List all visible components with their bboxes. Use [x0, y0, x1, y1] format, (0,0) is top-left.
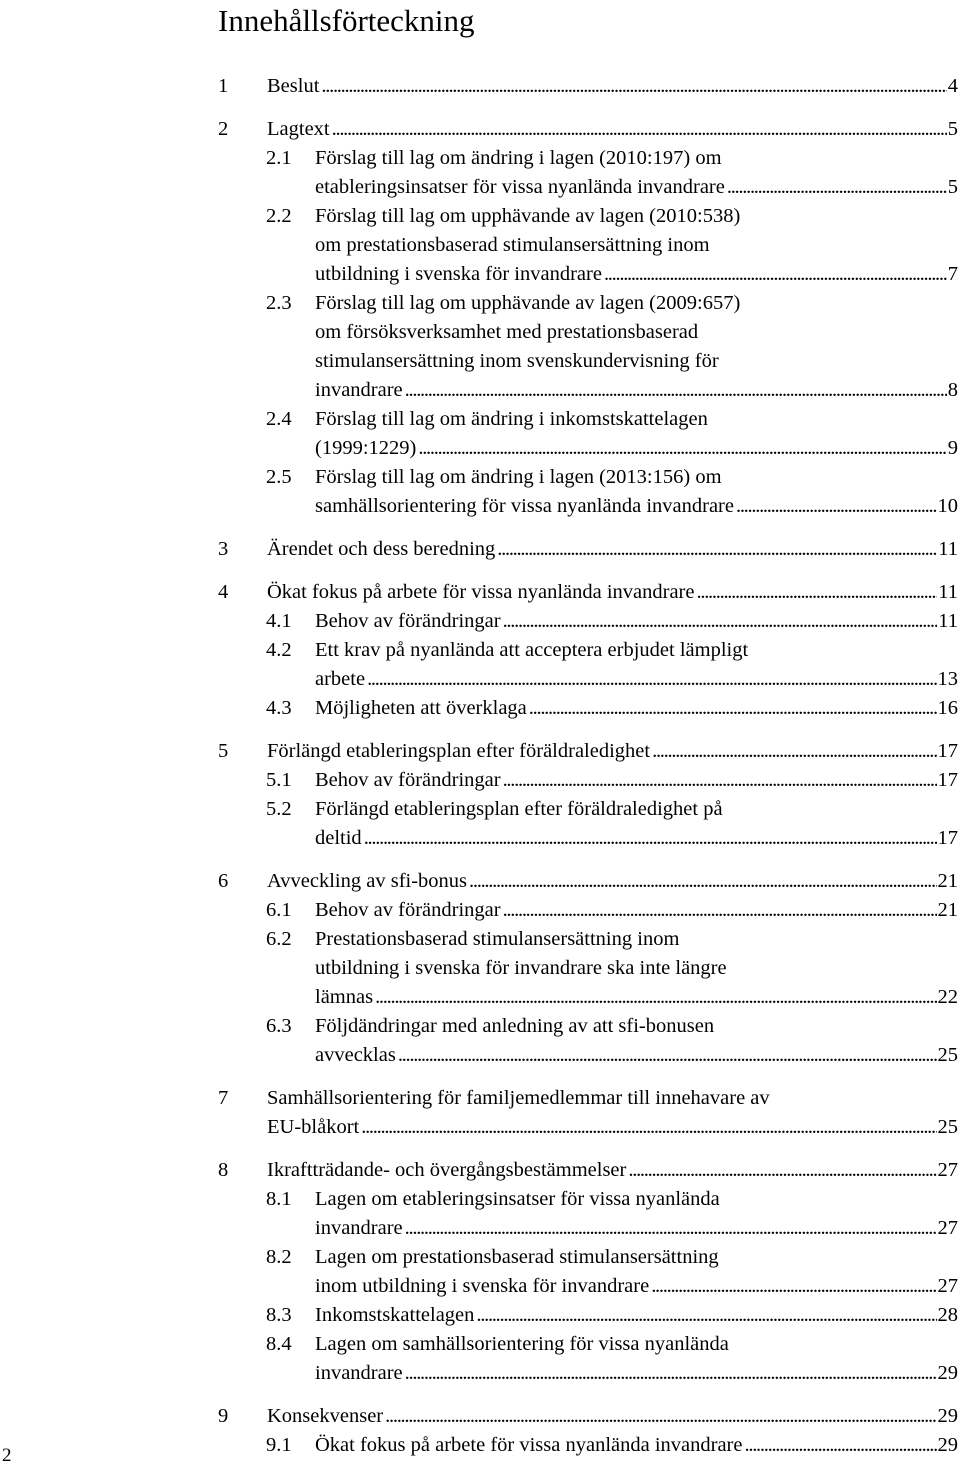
- toc-entry-number: 1: [218, 75, 229, 97]
- toc-entry-body: [315, 289, 958, 405]
- toc-dot-leader: [503, 607, 938, 636]
- toc-dot-leader: [497, 535, 937, 564]
- toc-entry-number: 4.2: [266, 639, 292, 661]
- toc-entry-title: Ikraftträdande- och övergångsbestämmelser: [267, 1159, 627, 1181]
- toc-entry-line: [315, 1012, 958, 1041]
- toc-entry-number: 2.2: [266, 205, 292, 227]
- toc-entry-title: Behov av förändringar: [315, 769, 501, 791]
- toc-entry-line: [315, 405, 958, 434]
- toc-entry[interactable]: [218, 115, 958, 144]
- toc-entry-page: 7: [947, 263, 958, 285]
- toc-dot-leader: [745, 1431, 937, 1460]
- toc-entry-title: Ökat fokus på arbete för vissa nyanlända invandrare: [315, 1434, 743, 1456]
- toc-entry-page: 21: [937, 870, 958, 892]
- toc-entry-title: Konsekvenser: [267, 1405, 384, 1427]
- toc-entry-page: 25: [937, 1116, 958, 1138]
- toc-dot-leader: [469, 867, 936, 896]
- toc-entry-page: 11: [938, 538, 958, 560]
- toc-entry-line: [267, 72, 958, 101]
- toc-entry-line: [315, 318, 958, 347]
- toc-entry-title: samhällsorientering för vissa nyanlända invandrare: [315, 495, 734, 517]
- toc-entry-line: [315, 636, 958, 665]
- toc-entry-body: [315, 694, 958, 723]
- toc-dot-leader: [398, 1041, 937, 1070]
- toc-entry-body: [315, 463, 958, 521]
- toc-entry-body: [315, 636, 958, 694]
- toc-entry-number: 6.2: [266, 928, 292, 950]
- toc-entry-title: om försöksverksamhet med prestationsbaserad: [315, 321, 699, 343]
- toc-entry[interactable]: [218, 578, 958, 607]
- toc-entry-title: arbete: [315, 668, 366, 690]
- toc-entry-line: [315, 983, 958, 1012]
- toc-entry-body: [315, 1301, 958, 1330]
- toc-entry-page: 13: [937, 668, 958, 690]
- toc-dot-leader: [361, 1113, 936, 1142]
- toc-entry-title: Prestationsbaserad stimulansersättning inom: [315, 928, 680, 950]
- toc-entry-page: 29: [937, 1405, 958, 1427]
- toc-dot-leader: [332, 115, 947, 144]
- toc-dot-leader: [364, 824, 937, 853]
- toc-entry-line: [315, 1359, 958, 1388]
- toc-entry-number: 5.2: [266, 798, 292, 820]
- toc-dot-leader: [405, 1359, 937, 1388]
- toc-entry-line: [315, 1301, 958, 1330]
- toc-entry-title: Förslag till lag om ändring i inkomstskattelagen: [315, 408, 708, 430]
- toc-entry-page: 27: [937, 1275, 958, 1297]
- toc-entry-line: [315, 376, 958, 405]
- toc-entry-page: 17: [937, 827, 958, 849]
- toc-entry-page: 5: [947, 176, 958, 198]
- toc-entry-title: utbildning i svenska för invandrare ska inte längre: [315, 957, 727, 979]
- toc-entry-line: [315, 492, 958, 521]
- toc-entry[interactable]: [218, 535, 958, 564]
- toc-entry[interactable]: [218, 1243, 958, 1301]
- toc-entry[interactable]: [218, 925, 958, 1012]
- toc-entry-number: 9.1: [266, 1434, 292, 1456]
- toc-entry-number: 6.1: [266, 899, 292, 921]
- toc-entry-title: Förlängd etableringsplan efter föräldraledighet: [267, 740, 651, 762]
- toc-entry[interactable]: [218, 1431, 958, 1460]
- toc-entry[interactable]: [218, 1402, 958, 1431]
- toc-entry-title: Ökat fokus på arbete för vissa nyanlända invandrare: [267, 581, 695, 603]
- toc-entry-page: 17: [937, 740, 958, 762]
- toc-entry-title: Möjligheten att överklaga: [315, 697, 527, 719]
- toc-entry[interactable]: [218, 144, 958, 202]
- toc-entry-body: [315, 202, 958, 289]
- toc-entry-line: [267, 115, 958, 144]
- toc-entry-line: [315, 173, 958, 202]
- toc-entry-title: Förslag till lag om upphävande av lagen (2010:538): [315, 205, 741, 227]
- toc-entry-line: [315, 954, 958, 983]
- toc-dot-leader: [418, 434, 946, 463]
- toc-entry-line: [315, 1431, 958, 1460]
- toc-entry[interactable]: [218, 1330, 958, 1388]
- toc-entry-title: Förlängd etableringsplan efter föräldraledighet på: [315, 798, 723, 820]
- toc-entry-number: 8.3: [266, 1304, 292, 1326]
- toc-entry-title: Förslag till lag om upphävande av lagen (2009:657): [315, 292, 741, 314]
- toc-entry-line: [315, 202, 958, 231]
- toc-entry-line: [267, 1084, 958, 1113]
- toc-entry-title: Lagen om samhällsorientering för vissa nyanlända: [315, 1333, 729, 1355]
- toc-entry-body: [267, 72, 958, 101]
- toc-entry-body: [315, 405, 958, 463]
- toc-entry[interactable]: [218, 1301, 958, 1330]
- toc-dot-leader: [529, 694, 937, 723]
- toc-entry-title: avvecklas: [315, 1044, 396, 1066]
- toc-entry-line: [315, 463, 958, 492]
- toc-entry-body: [315, 1185, 958, 1243]
- toc-entry-title: lämnas: [315, 986, 374, 1008]
- toc-entry-line: [267, 1402, 958, 1431]
- toc-entry-title: Beslut: [267, 75, 320, 97]
- toc-entry-title: (1999:1229): [315, 437, 417, 459]
- toc-entry-body: [267, 1084, 958, 1142]
- toc-dot-leader: [652, 737, 936, 766]
- toc-entry-title: Ett krav på nyanlända att acceptera erbjudet lämpligt: [315, 639, 749, 661]
- toc-entry-title: Avveckling av sfi-bonus: [267, 870, 468, 892]
- table-of-contents: [218, 72, 958, 1460]
- toc-entry[interactable]: [218, 1185, 958, 1243]
- toc-entry-body: [267, 1156, 958, 1185]
- toc-entry-line: [315, 1214, 958, 1243]
- toc-entry-body: [267, 867, 958, 896]
- toc-entry-title: Inkomstskattelagen: [315, 1304, 475, 1326]
- toc-entry-number: 2.1: [266, 147, 292, 169]
- toc-entry-page: 5: [947, 118, 958, 140]
- toc-entry-title: deltid: [315, 827, 362, 849]
- toc-entry-page: 8: [947, 379, 958, 401]
- toc-entry-title: invandrare: [315, 1362, 403, 1384]
- toc-entry-title: Ärendet och dess beredning: [267, 538, 496, 560]
- toc-entry-number: 8: [218, 1159, 229, 1181]
- toc-entry-page: 11: [938, 610, 958, 632]
- toc-entry-line: [315, 289, 958, 318]
- toc-entry-line: [315, 260, 958, 289]
- toc-dot-leader: [628, 1156, 936, 1185]
- toc-entry-number: 8.2: [266, 1246, 292, 1268]
- toc-entry[interactable]: [218, 405, 958, 463]
- toc-entry-page: 29: [937, 1362, 958, 1384]
- toc-entry-line: [315, 795, 958, 824]
- toc-entry-page: 16: [937, 697, 958, 719]
- toc-entry-line: [315, 607, 958, 636]
- toc-entry-line: [315, 766, 958, 795]
- toc-entry-line: [315, 824, 958, 853]
- toc-entry-number: 6.3: [266, 1015, 292, 1037]
- toc-entry-line: [315, 1330, 958, 1359]
- toc-entry-number: 4.3: [266, 697, 292, 719]
- toc-entry-line: [315, 1272, 958, 1301]
- toc-entry-page: 21: [937, 899, 958, 921]
- toc-title: Innehållsförteckning: [218, 3, 475, 38]
- toc-entry-line: [315, 1243, 958, 1272]
- toc-entry-page: 25: [937, 1044, 958, 1066]
- toc-entry-body: [315, 1012, 958, 1070]
- toc-entry[interactable]: [218, 766, 958, 795]
- toc-entry-number: 4.1: [266, 610, 292, 632]
- toc-entry-line: [315, 231, 958, 260]
- toc-dot-leader: [736, 492, 937, 521]
- toc-entry-page: 22: [937, 986, 958, 1008]
- toc-entry[interactable]: [218, 289, 958, 405]
- toc-dot-leader: [367, 665, 936, 694]
- toc-entry-number: 3: [218, 538, 229, 560]
- toc-entry-title: invandrare: [315, 379, 403, 401]
- toc-entry-page: 10: [937, 495, 958, 517]
- toc-entry[interactable]: [218, 795, 958, 853]
- toc-entry-number: 9: [218, 1405, 229, 1427]
- toc-entry[interactable]: [218, 1156, 958, 1185]
- toc-dot-leader: [604, 260, 947, 289]
- toc-dot-leader: [476, 1301, 936, 1330]
- toc-dot-leader: [405, 1214, 937, 1243]
- toc-entry[interactable]: [218, 867, 958, 896]
- toc-entry[interactable]: [218, 1012, 958, 1070]
- toc-entry[interactable]: [218, 202, 958, 289]
- toc-entry-body: [267, 535, 958, 564]
- toc-entry-number: 4: [218, 581, 229, 603]
- toc-entry-line: [315, 665, 958, 694]
- toc-entry-title: invandrare: [315, 1217, 403, 1239]
- toc-entry-line: [315, 694, 958, 723]
- toc-entry-title: Lagen om etableringsinsatser för vissa nyanlända: [315, 1188, 720, 1210]
- toc-entry-body: [315, 766, 958, 795]
- toc-entry-body: [315, 896, 958, 925]
- toc-entry-line: [315, 1185, 958, 1214]
- toc-entry-number: 2.3: [266, 292, 292, 314]
- toc-entry-line: [315, 144, 958, 173]
- toc-entry-body: [315, 795, 958, 853]
- toc-entry-page: 4: [947, 75, 958, 97]
- toc-entry-number: 2.4: [266, 408, 292, 430]
- toc-entry-number: 2.5: [266, 466, 292, 488]
- toc-entry-body: [315, 925, 958, 1012]
- toc-entry-body: [315, 1330, 958, 1388]
- toc-entry-line: [315, 434, 958, 463]
- toc-entry-title: etableringsinsatser för vissa nyanlända invandrare: [315, 176, 725, 198]
- toc-entry-number: 5.1: [266, 769, 292, 791]
- toc-entry-number: 7: [218, 1087, 229, 1109]
- toc-dot-leader: [503, 766, 937, 795]
- toc-entry-body: [267, 578, 958, 607]
- toc-entry-number: 8.4: [266, 1333, 292, 1355]
- toc-dot-leader: [375, 983, 936, 1012]
- toc-entry-page: 11: [938, 581, 958, 603]
- toc-entry-title: Behov av förändringar: [315, 610, 501, 632]
- toc-entry-line: [315, 347, 958, 376]
- toc-entry[interactable]: [218, 463, 958, 521]
- toc-dot-leader: [385, 1402, 936, 1431]
- toc-entry-line: [267, 1156, 958, 1185]
- toc-entry-title: Följdändringar med anledning av att sfi-bonusen: [315, 1015, 715, 1037]
- toc-entry-title: inom utbildning i svenska för invandrare: [315, 1275, 650, 1297]
- toc-entry-body: [315, 1431, 958, 1460]
- toc-entry-page: 29: [937, 1434, 958, 1456]
- page-number: 2: [2, 1445, 12, 1466]
- toc-entry-title: stimulansersättning inom svenskundervisning för: [315, 350, 719, 372]
- toc-dot-leader: [405, 376, 947, 405]
- toc-entry-body: [267, 115, 958, 144]
- toc-entry[interactable]: [218, 72, 958, 101]
- toc-entry-number: 5: [218, 740, 229, 762]
- toc-entry-page: 9: [947, 437, 958, 459]
- toc-dot-leader: [321, 72, 946, 101]
- toc-entry[interactable]: [218, 737, 958, 766]
- toc-entry-number: 8.1: [266, 1188, 292, 1210]
- toc-entry-number: 6: [218, 870, 229, 892]
- toc-entry[interactable]: [218, 607, 958, 636]
- toc-entry-page: 27: [937, 1159, 958, 1181]
- toc-entry-body: [315, 144, 958, 202]
- toc-entry-title: om prestationsbaserad stimulansersättning inom: [315, 234, 710, 256]
- toc-entry-body: [267, 737, 958, 766]
- toc-entry[interactable]: [218, 636, 958, 694]
- toc-entry-line: [267, 867, 958, 896]
- toc-entry-page: 17: [937, 769, 958, 791]
- toc-entry[interactable]: [218, 1084, 958, 1142]
- toc-dot-leader: [651, 1272, 936, 1301]
- toc-entry-line: [267, 578, 958, 607]
- toc-dot-leader: [503, 896, 937, 925]
- toc-entry-title: EU-blåkort: [267, 1116, 360, 1138]
- toc-entry-line: [267, 535, 958, 564]
- toc-entry[interactable]: [218, 694, 958, 723]
- toc-entry[interactable]: [218, 896, 958, 925]
- toc-entry-line: [267, 1113, 958, 1142]
- toc-entry-title: Behov av förändringar: [315, 899, 501, 921]
- toc-entry-body: [315, 1243, 958, 1301]
- toc-entry-title: Förslag till lag om ändring i lagen (2010:197) om: [315, 147, 722, 169]
- toc-entry-page: 28: [937, 1304, 958, 1326]
- toc-entry-title: Lagen om prestationsbaserad stimulansersättning: [315, 1246, 719, 1268]
- toc-dot-leader: [727, 173, 947, 202]
- toc-entry-page: 27: [937, 1217, 958, 1239]
- toc-entry-line: [315, 925, 958, 954]
- toc-entry-line: [315, 896, 958, 925]
- toc-entry-title: Förslag till lag om ändring i lagen (2013:156) om: [315, 466, 722, 488]
- toc-entry-body: [315, 607, 958, 636]
- toc-entry-line: [267, 737, 958, 766]
- toc-entry-title: Samhällsorientering för familjemedlemmar till innehavare av: [267, 1087, 770, 1109]
- toc-entry-title: utbildning i svenska för invandrare: [315, 263, 602, 285]
- toc-entry-number: 2: [218, 118, 229, 140]
- toc-entry-title: Lagtext: [267, 118, 330, 140]
- toc-entry-line: [315, 1041, 958, 1070]
- toc-entry-body: [267, 1402, 958, 1431]
- toc-dot-leader: [697, 578, 938, 607]
